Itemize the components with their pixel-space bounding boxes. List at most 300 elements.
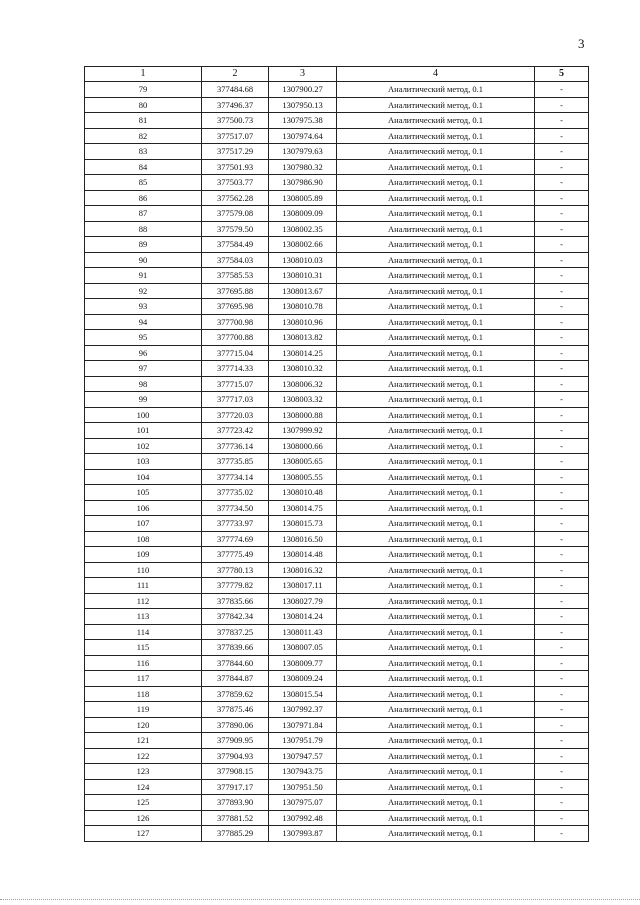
y-coordinate-cell: 1308009.09 (269, 206, 337, 222)
method-cell: Аналитический метод, 0.1 (337, 485, 535, 501)
point-number-cell: 97 (85, 361, 202, 377)
table-row (85, 562, 589, 578)
header-col-2: 2 (202, 67, 269, 82)
y-coordinate-cell: 1307992.37 (269, 702, 337, 718)
method-cell: Аналитический метод, 0.1 (337, 392, 535, 408)
table-row (85, 82, 589, 98)
table-row (85, 221, 589, 237)
y-coordinate-cell: 1308014.75 (269, 500, 337, 516)
table-row (85, 609, 589, 625)
table-row (85, 655, 589, 671)
y-coordinate-cell: 1308009.77 (269, 655, 337, 671)
point-number-cell: 90 (85, 252, 202, 268)
note-cell: - (535, 128, 589, 144)
y-coordinate-cell: 1308005.89 (269, 190, 337, 206)
y-coordinate-cell: 1308017.11 (269, 578, 337, 594)
point-number-cell: 81 (85, 113, 202, 129)
x-coordinate-cell: 377501.93 (202, 159, 269, 175)
table-header-row (85, 67, 589, 82)
x-coordinate-cell: 377717.03 (202, 392, 269, 408)
x-coordinate-cell: 377734.50 (202, 500, 269, 516)
note-cell: - (535, 97, 589, 113)
table-row (85, 438, 589, 454)
method-cell: Аналитический метод, 0.1 (337, 113, 535, 129)
x-coordinate-cell: 377839.66 (202, 640, 269, 656)
x-coordinate-cell: 377695.88 (202, 283, 269, 299)
table-row (85, 159, 589, 175)
point-number-cell: 118 (85, 686, 202, 702)
point-number-cell: 125 (85, 795, 202, 811)
x-coordinate-cell: 377733.97 (202, 516, 269, 532)
note-cell: - (535, 361, 589, 377)
point-number-cell: 120 (85, 717, 202, 733)
table-row (85, 299, 589, 315)
y-coordinate-cell: 1308013.82 (269, 330, 337, 346)
x-coordinate-cell: 377842.34 (202, 609, 269, 625)
method-cell: Аналитический метод, 0.1 (337, 330, 535, 346)
point-number-cell: 112 (85, 593, 202, 609)
method-cell: Аналитический метод, 0.1 (337, 175, 535, 191)
table-row (85, 97, 589, 113)
table-row (85, 733, 589, 749)
y-coordinate-cell: 1308002.66 (269, 237, 337, 253)
note-cell: - (535, 330, 589, 346)
note-cell: - (535, 624, 589, 640)
y-coordinate-cell: 1307974.64 (269, 128, 337, 144)
x-coordinate-cell: 377736.14 (202, 438, 269, 454)
x-coordinate-cell: 377844.87 (202, 671, 269, 687)
x-coordinate-cell: 377774.69 (202, 531, 269, 547)
method-cell: Аналитический метод, 0.1 (337, 609, 535, 625)
x-coordinate-cell: 377890.06 (202, 717, 269, 733)
header-col-3: 3 (269, 67, 337, 82)
point-number-cell: 117 (85, 671, 202, 687)
method-cell: Аналитический метод, 0.1 (337, 252, 535, 268)
y-coordinate-cell: 1308000.88 (269, 407, 337, 423)
method-cell: Аналитический метод, 0.1 (337, 407, 535, 423)
note-cell: - (535, 655, 589, 671)
table-row (85, 423, 589, 439)
point-number-cell: 86 (85, 190, 202, 206)
x-coordinate-cell: 377517.29 (202, 144, 269, 160)
table-row (85, 826, 589, 842)
page-number: 3 (578, 36, 585, 51)
note-cell: - (535, 547, 589, 563)
table-row (85, 764, 589, 780)
point-number-cell: 85 (85, 175, 202, 191)
note-cell: - (535, 671, 589, 687)
x-coordinate-cell: 377695.98 (202, 299, 269, 315)
x-coordinate-cell: 377881.52 (202, 810, 269, 826)
table-row (85, 376, 589, 392)
method-cell: Аналитический метод, 0.1 (337, 686, 535, 702)
method-cell: Аналитический метод, 0.1 (337, 283, 535, 299)
point-number-cell: 104 (85, 469, 202, 485)
method-cell: Аналитический метод, 0.1 (337, 190, 535, 206)
y-coordinate-cell: 1308005.65 (269, 454, 337, 470)
note-cell: - (535, 252, 589, 268)
method-cell: Аналитический метод, 0.1 (337, 268, 535, 284)
method-cell: Аналитический метод, 0.1 (337, 314, 535, 330)
y-coordinate-cell: 1308007.05 (269, 640, 337, 656)
method-cell: Аналитический метод, 0.1 (337, 624, 535, 640)
x-coordinate-cell: 377917.17 (202, 779, 269, 795)
y-coordinate-cell: 1308010.31 (269, 268, 337, 284)
note-cell: - (535, 190, 589, 206)
method-cell: Аналитический метод, 0.1 (337, 206, 535, 222)
point-number-cell: 110 (85, 562, 202, 578)
table-row (85, 113, 589, 129)
method-cell: Аналитический метод, 0.1 (337, 221, 535, 237)
table-row (85, 252, 589, 268)
method-cell: Аналитический метод, 0.1 (337, 795, 535, 811)
note-cell: - (535, 438, 589, 454)
point-number-cell: 83 (85, 144, 202, 160)
y-coordinate-cell: 1308014.25 (269, 345, 337, 361)
point-number-cell: 89 (85, 237, 202, 253)
note-cell: - (535, 485, 589, 501)
note-cell: - (535, 144, 589, 160)
table-row (85, 810, 589, 826)
point-number-cell: 127 (85, 826, 202, 842)
table-row (85, 454, 589, 470)
x-coordinate-cell: 377885.29 (202, 826, 269, 842)
method-cell: Аналитический метод, 0.1 (337, 764, 535, 780)
header-col-1: 1 (85, 67, 202, 82)
note-cell: - (535, 206, 589, 222)
point-number-cell: 80 (85, 97, 202, 113)
method-cell: Аналитический метод, 0.1 (337, 82, 535, 98)
point-number-cell: 107 (85, 516, 202, 532)
method-cell: Аналитический метод, 0.1 (337, 671, 535, 687)
x-coordinate-cell: 377875.46 (202, 702, 269, 718)
point-number-cell: 115 (85, 640, 202, 656)
note-cell: - (535, 702, 589, 718)
note-cell: - (535, 268, 589, 284)
method-cell: Аналитический метод, 0.1 (337, 748, 535, 764)
point-number-cell: 122 (85, 748, 202, 764)
y-coordinate-cell: 1308005.55 (269, 469, 337, 485)
method-cell: Аналитический метод, 0.1 (337, 655, 535, 671)
note-cell: - (535, 221, 589, 237)
x-coordinate-cell: 377503.77 (202, 175, 269, 191)
table-row (85, 593, 589, 609)
note-cell: - (535, 779, 589, 795)
y-coordinate-cell: 1308016.50 (269, 531, 337, 547)
method-cell: Аналитический метод, 0.1 (337, 733, 535, 749)
table-row (85, 469, 589, 485)
y-coordinate-cell: 1307900.27 (269, 82, 337, 98)
y-coordinate-cell: 1308015.73 (269, 516, 337, 532)
method-cell: Аналитический метод, 0.1 (337, 128, 535, 144)
x-coordinate-cell: 377780.13 (202, 562, 269, 578)
y-coordinate-cell: 1308010.32 (269, 361, 337, 377)
x-coordinate-cell: 377484.68 (202, 82, 269, 98)
x-coordinate-cell: 377893.90 (202, 795, 269, 811)
note-cell: - (535, 82, 589, 98)
method-cell: Аналитический метод, 0.1 (337, 578, 535, 594)
x-coordinate-cell: 377735.85 (202, 454, 269, 470)
y-coordinate-cell: 1308010.96 (269, 314, 337, 330)
y-coordinate-cell: 1308027.79 (269, 593, 337, 609)
method-cell: Аналитический метод, 0.1 (337, 423, 535, 439)
method-cell: Аналитический метод, 0.1 (337, 547, 535, 563)
method-cell: Аналитический метод, 0.1 (337, 810, 535, 826)
method-cell: Аналитический метод, 0.1 (337, 562, 535, 578)
x-coordinate-cell: 377720.03 (202, 407, 269, 423)
x-coordinate-cell: 377584.03 (202, 252, 269, 268)
table-row (85, 144, 589, 160)
y-coordinate-cell: 1307951.50 (269, 779, 337, 795)
method-cell: Аналитический метод, 0.1 (337, 593, 535, 609)
x-coordinate-cell: 377579.08 (202, 206, 269, 222)
note-cell: - (535, 454, 589, 470)
note-cell: - (535, 640, 589, 656)
method-cell: Аналитический метод, 0.1 (337, 376, 535, 392)
table-row (85, 531, 589, 547)
point-number-cell: 121 (85, 733, 202, 749)
x-coordinate-cell: 377904.93 (202, 748, 269, 764)
table-row (85, 547, 589, 563)
note-cell: - (535, 531, 589, 547)
point-number-cell: 108 (85, 531, 202, 547)
note-cell: - (535, 283, 589, 299)
note-cell: - (535, 748, 589, 764)
y-coordinate-cell: 1307999.92 (269, 423, 337, 439)
point-number-cell: 119 (85, 702, 202, 718)
table-row (85, 392, 589, 408)
point-number-cell: 96 (85, 345, 202, 361)
x-coordinate-cell: 377715.04 (202, 345, 269, 361)
note-cell: - (535, 686, 589, 702)
note-cell: - (535, 609, 589, 625)
y-coordinate-cell: 1308010.78 (269, 299, 337, 315)
y-coordinate-cell: 1308015.54 (269, 686, 337, 702)
header-col-5: 5 (535, 67, 589, 82)
note-cell: - (535, 159, 589, 175)
x-coordinate-cell: 377723.42 (202, 423, 269, 439)
x-coordinate-cell: 377500.73 (202, 113, 269, 129)
method-cell: Аналитический метод, 0.1 (337, 345, 535, 361)
table-row (85, 686, 589, 702)
table-row (85, 314, 589, 330)
point-number-cell: 123 (85, 764, 202, 780)
table-row (85, 640, 589, 656)
y-coordinate-cell: 1307975.07 (269, 795, 337, 811)
method-cell: Аналитический метод, 0.1 (337, 531, 535, 547)
method-cell: Аналитический метод, 0.1 (337, 159, 535, 175)
point-number-cell: 99 (85, 392, 202, 408)
note-cell: - (535, 113, 589, 129)
x-coordinate-cell: 377775.49 (202, 547, 269, 563)
point-number-cell: 84 (85, 159, 202, 175)
method-cell: Аналитический метод, 0.1 (337, 779, 535, 795)
y-coordinate-cell: 1308009.24 (269, 671, 337, 687)
table-row (85, 485, 589, 501)
table-row (85, 717, 589, 733)
table-row (85, 671, 589, 687)
point-number-cell: 105 (85, 485, 202, 501)
method-cell: Аналитический метод, 0.1 (337, 144, 535, 160)
note-cell: - (535, 593, 589, 609)
y-coordinate-cell: 1307971.84 (269, 717, 337, 733)
method-cell: Аналитический метод, 0.1 (337, 516, 535, 532)
table-row (85, 500, 589, 516)
point-number-cell: 91 (85, 268, 202, 284)
note-cell: - (535, 314, 589, 330)
method-cell: Аналитический метод, 0.1 (337, 469, 535, 485)
point-number-cell: 109 (85, 547, 202, 563)
table-row (85, 516, 589, 532)
method-cell: Аналитический метод, 0.1 (337, 299, 535, 315)
x-coordinate-cell: 377579.50 (202, 221, 269, 237)
x-coordinate-cell: 377908.15 (202, 764, 269, 780)
point-number-cell: 93 (85, 299, 202, 315)
note-cell: - (535, 392, 589, 408)
table-row (85, 206, 589, 222)
note-cell: - (535, 175, 589, 191)
x-coordinate-cell: 377734.14 (202, 469, 269, 485)
method-cell: Аналитический метод, 0.1 (337, 640, 535, 656)
x-coordinate-cell: 377700.98 (202, 314, 269, 330)
x-coordinate-cell: 377779.82 (202, 578, 269, 594)
point-number-cell: 82 (85, 128, 202, 144)
method-cell: Аналитический метод, 0.1 (337, 361, 535, 377)
y-coordinate-cell: 1307993.87 (269, 826, 337, 842)
point-number-cell: 116 (85, 655, 202, 671)
note-cell: - (535, 764, 589, 780)
note-cell: - (535, 237, 589, 253)
y-coordinate-cell: 1307979.63 (269, 144, 337, 160)
point-number-cell: 106 (85, 500, 202, 516)
y-coordinate-cell: 1308006.32 (269, 376, 337, 392)
header-col-4: 4 (337, 67, 535, 82)
note-cell: - (535, 407, 589, 423)
x-coordinate-cell: 377837.25 (202, 624, 269, 640)
method-cell: Аналитический метод, 0.1 (337, 826, 535, 842)
y-coordinate-cell: 1308002.35 (269, 221, 337, 237)
note-cell: - (535, 795, 589, 811)
x-coordinate-cell: 377835.66 (202, 593, 269, 609)
note-cell: - (535, 516, 589, 532)
table-row (85, 407, 589, 423)
point-number-cell: 88 (85, 221, 202, 237)
table-row (85, 330, 589, 346)
coordinates-table (84, 66, 589, 842)
y-coordinate-cell: 1308011.43 (269, 624, 337, 640)
x-coordinate-cell: 377909.95 (202, 733, 269, 749)
point-number-cell: 100 (85, 407, 202, 423)
note-cell: - (535, 423, 589, 439)
note-cell: - (535, 826, 589, 842)
point-number-cell: 124 (85, 779, 202, 795)
table-row (85, 345, 589, 361)
table-row (85, 779, 589, 795)
point-number-cell: 94 (85, 314, 202, 330)
y-coordinate-cell: 1308000.66 (269, 438, 337, 454)
table-row (85, 283, 589, 299)
y-coordinate-cell: 1307943.75 (269, 764, 337, 780)
table-row (85, 268, 589, 284)
table-body (85, 82, 589, 842)
note-cell: - (535, 299, 589, 315)
table-row (85, 361, 589, 377)
table-row (85, 578, 589, 594)
x-coordinate-cell: 377585.53 (202, 268, 269, 284)
x-coordinate-cell: 377715.07 (202, 376, 269, 392)
note-cell: - (535, 810, 589, 826)
method-cell: Аналитический метод, 0.1 (337, 702, 535, 718)
y-coordinate-cell: 1307980.32 (269, 159, 337, 175)
point-number-cell: 102 (85, 438, 202, 454)
y-coordinate-cell: 1308013.67 (269, 283, 337, 299)
note-cell: - (535, 578, 589, 594)
y-coordinate-cell: 1307947.57 (269, 748, 337, 764)
method-cell: Аналитический метод, 0.1 (337, 237, 535, 253)
table-row (85, 237, 589, 253)
table-row (85, 128, 589, 144)
table-row (85, 795, 589, 811)
method-cell: Аналитический метод, 0.1 (337, 438, 535, 454)
method-cell: Аналитический метод, 0.1 (337, 500, 535, 516)
x-coordinate-cell: 377735.02 (202, 485, 269, 501)
y-coordinate-cell: 1307992.48 (269, 810, 337, 826)
table-row (85, 624, 589, 640)
x-coordinate-cell: 377562.28 (202, 190, 269, 206)
point-number-cell: 92 (85, 283, 202, 299)
x-coordinate-cell: 377700.88 (202, 330, 269, 346)
method-cell: Аналитический метод, 0.1 (337, 454, 535, 470)
note-cell: - (535, 500, 589, 516)
x-coordinate-cell: 377496.37 (202, 97, 269, 113)
table-row (85, 702, 589, 718)
y-coordinate-cell: 1308014.24 (269, 609, 337, 625)
note-cell: - (535, 345, 589, 361)
note-cell: - (535, 469, 589, 485)
y-coordinate-cell: 1307986.90 (269, 175, 337, 191)
point-number-cell: 103 (85, 454, 202, 470)
method-cell: Аналитический метод, 0.1 (337, 717, 535, 733)
point-number-cell: 98 (85, 376, 202, 392)
point-number-cell: 126 (85, 810, 202, 826)
y-coordinate-cell: 1308014.48 (269, 547, 337, 563)
x-coordinate-cell: 377859.62 (202, 686, 269, 702)
point-number-cell: 111 (85, 578, 202, 594)
point-number-cell: 87 (85, 206, 202, 222)
y-coordinate-cell: 1307950.13 (269, 97, 337, 113)
y-coordinate-cell: 1308010.48 (269, 485, 337, 501)
point-number-cell: 113 (85, 609, 202, 625)
y-coordinate-cell: 1308010.03 (269, 252, 337, 268)
point-number-cell: 95 (85, 330, 202, 346)
x-coordinate-cell: 377517.07 (202, 128, 269, 144)
x-coordinate-cell: 377584.49 (202, 237, 269, 253)
y-coordinate-cell: 1307951.79 (269, 733, 337, 749)
point-number-cell: 114 (85, 624, 202, 640)
note-cell: - (535, 733, 589, 749)
point-number-cell: 79 (85, 82, 202, 98)
method-cell: Аналитический метод, 0.1 (337, 97, 535, 113)
point-number-cell: 101 (85, 423, 202, 439)
footer-divider (0, 899, 640, 900)
y-coordinate-cell: 1307975.38 (269, 113, 337, 129)
note-cell: - (535, 562, 589, 578)
table-row (85, 190, 589, 206)
y-coordinate-cell: 1308016.32 (269, 562, 337, 578)
x-coordinate-cell: 377844.60 (202, 655, 269, 671)
note-cell: - (535, 717, 589, 733)
note-cell: - (535, 376, 589, 392)
